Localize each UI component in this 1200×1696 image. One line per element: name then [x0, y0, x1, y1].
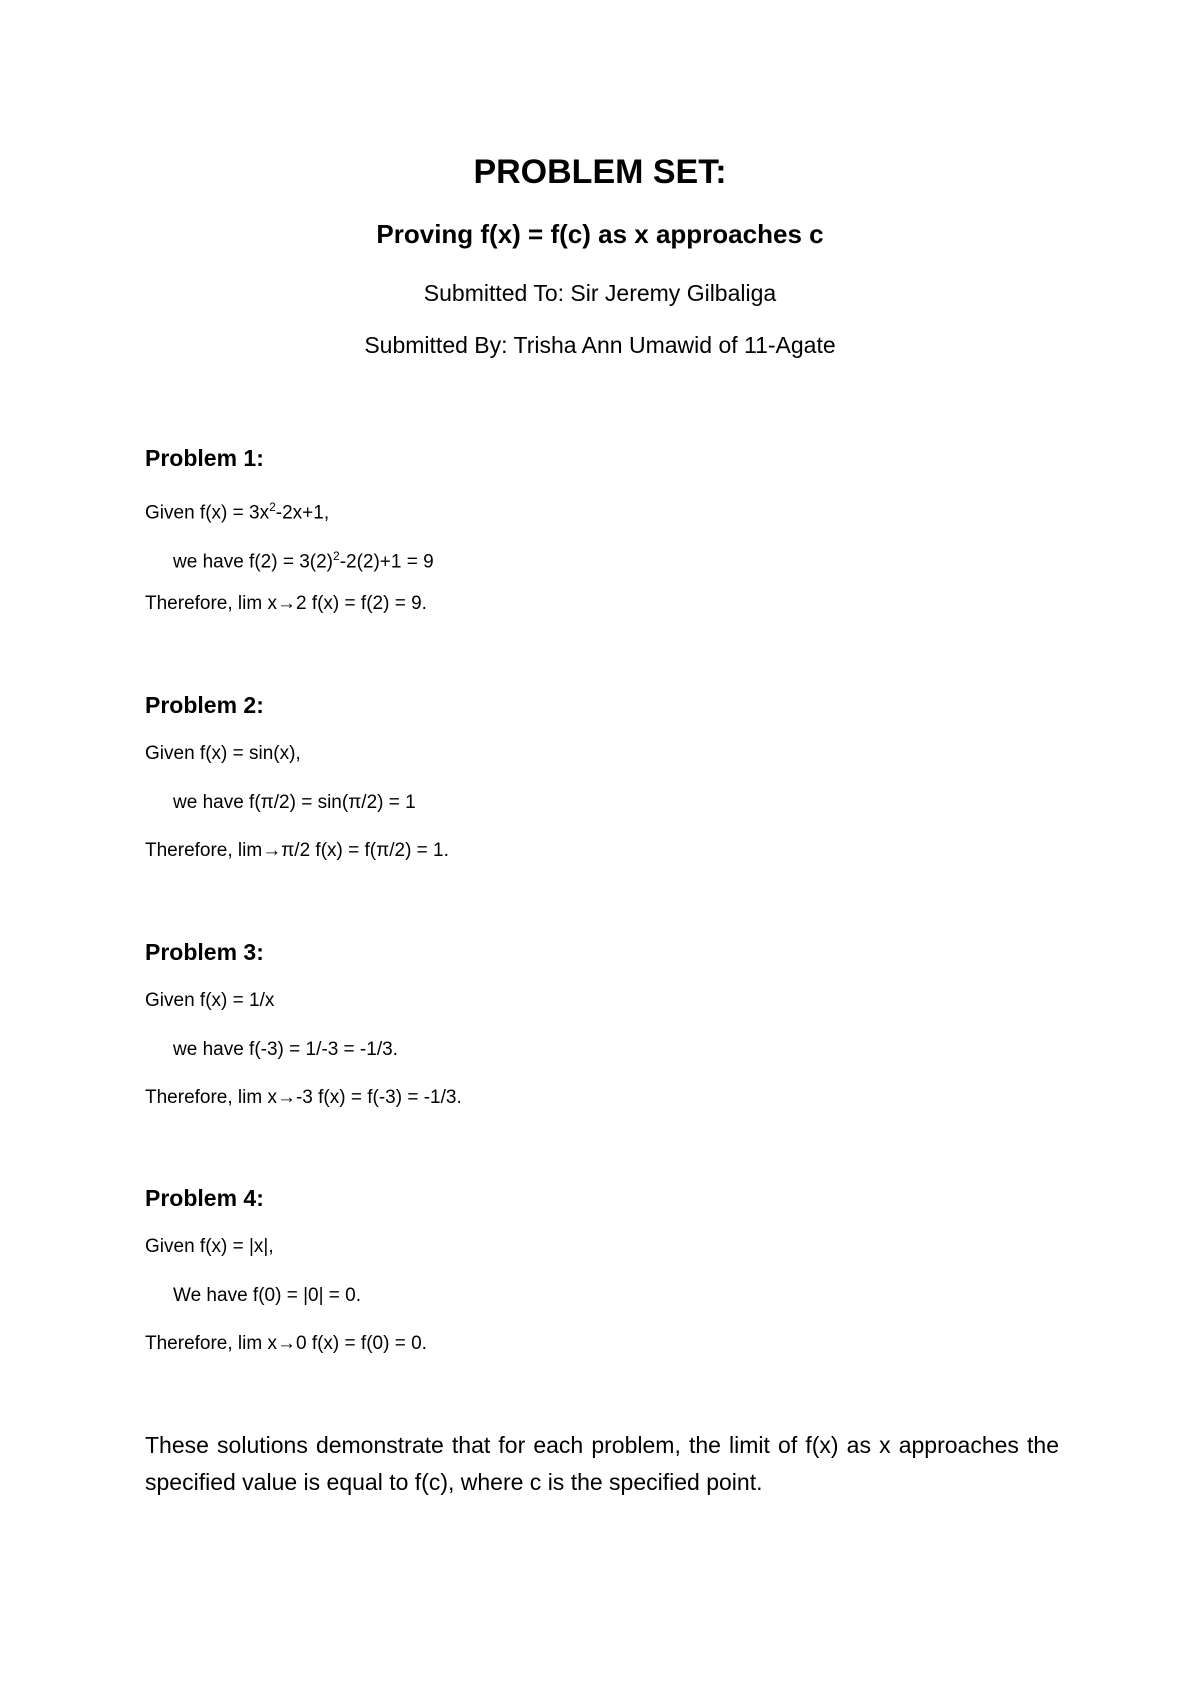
problem-conclusion: Therefore, lim x→2 f(x) = f(2) = 9. [145, 593, 427, 614]
evaluation-text-end: -2(2)+1 = 9 [339, 551, 434, 573]
problem-conclusion: Therefore, lim x→-3 f(x) = f(-3) = -1/3. [145, 1087, 462, 1108]
problem-evaluation: We have f(0) = |0| = 0. [173, 1285, 362, 1306]
problem-heading: Problem 2: [145, 692, 264, 718]
problem-conclusion: Therefore, lim x→0 f(x) = f(0) = 0. [145, 1333, 427, 1354]
given-text: Given f(x) = 3x [145, 502, 270, 524]
problem-heading: Problem 3: [145, 939, 264, 965]
submitted-to: Submitted To: Sir Jeremy Gilbaliga [423, 280, 777, 306]
problem-given [145, 493, 329, 527]
problem-given: Given f(x) = |x|, [145, 1236, 274, 1257]
given-text-end: -2x+1, [275, 502, 330, 524]
problem-heading: Problem 1: [145, 445, 264, 471]
problem-evaluation [173, 542, 434, 576]
problem-given: Given f(x) = 1/x [145, 990, 275, 1011]
submitted-by: Submitted By: Trisha Ann Umawid of 11-Agate [364, 332, 836, 358]
exponent: 2 [269, 500, 276, 514]
evaluation-text: we have f(2) = 3(2) [173, 551, 333, 573]
exponent: 2 [333, 549, 340, 563]
problem-evaluation: we have f(-3) = 1/-3 = -1/3. [173, 1039, 398, 1060]
document-title: PROBLEM SET: [473, 153, 727, 191]
problem-conclusion: Therefore, lim→π/2 f(x) = f(π/2) = 1. [145, 840, 449, 861]
summary-paragraph: These solutions demonstrate that for each problem, the limit of f(x) as x approaches the specified value is equal to f(c), where c is the specified point. [145, 1432, 1059, 1495]
document-subtitle: Proving f(x) = f(c) as x approaches c [376, 219, 824, 249]
problem-heading: Problem 4: [145, 1185, 264, 1211]
problem-given: Given f(x) = sin(x), [145, 743, 301, 764]
problem-evaluation: we have f(π/2) = sin(π/2) = 1 [173, 792, 416, 813]
